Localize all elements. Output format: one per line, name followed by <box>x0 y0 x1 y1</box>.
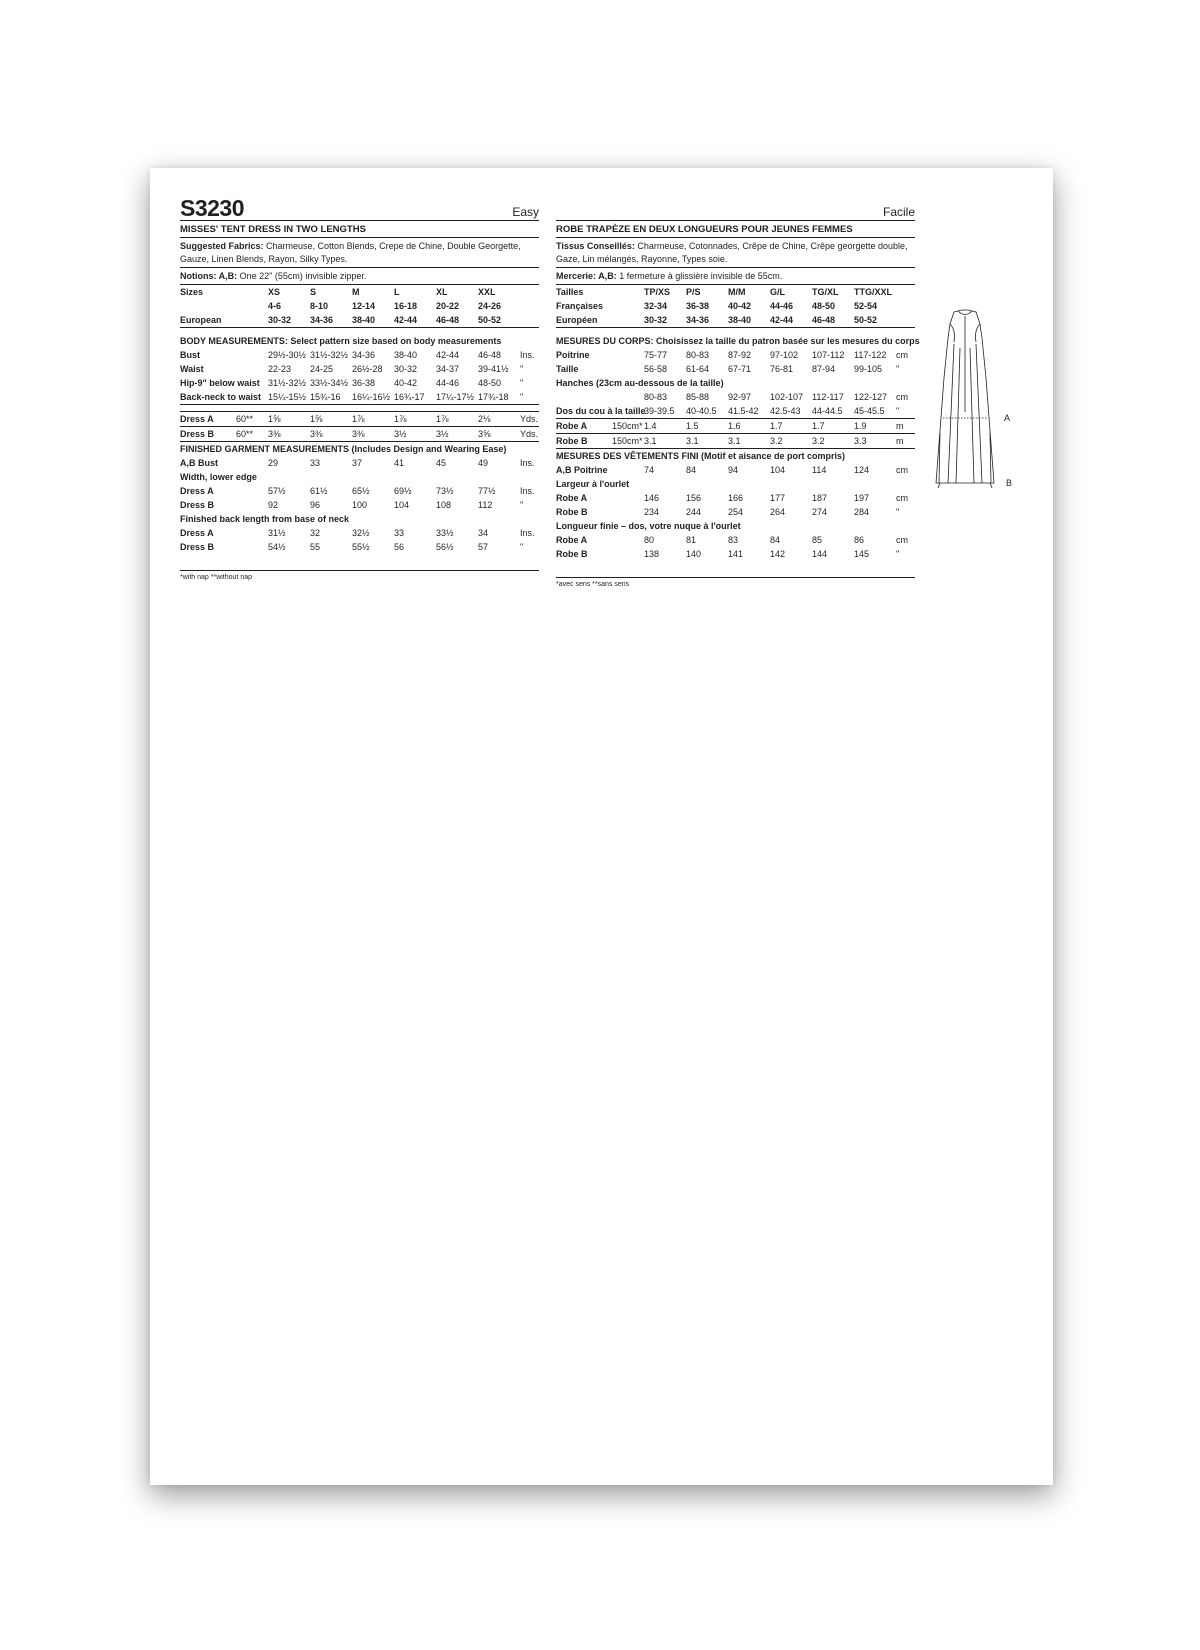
fr-finished-heading: MESURES DES VÊTEMENTS FINI (Motif et aisance de port compris) <box>556 451 846 461</box>
table-row: Dress A 31½ 32 32½ 33 33½ 34 Ins. <box>180 528 535 538</box>
en-sizes-row: Sizes XS S M L XL XXL <box>180 287 496 297</box>
dress-back-view-illustration <box>910 308 1020 488</box>
table-row: A,B Poitrine 74 84 94 104 114 124 cm <box>556 465 908 475</box>
english-column <box>180 195 539 586</box>
en-header <box>180 195 539 221</box>
en-finished-heading: FINISHED GARMENT MEASUREMENTS (Includes Design and Wearing Ease) <box>180 444 507 454</box>
fr-hip-heading: Hanches (23cm au-dessous de la taille) <box>556 378 724 388</box>
en-body-heading: BODY MEASUREMENTS: Select pattern size based on body measurements <box>180 336 502 346</box>
fr-notions: Mercerie: A,B: 1 fermeture à glissière invisible de 55cm. <box>556 268 915 285</box>
table-row: Bust 29½-30½ 31½-32½ 34-36 38-40 42-44 46-48 Ins. <box>180 350 535 360</box>
table-row: Robe A 80 81 83 84 85 86 cm <box>556 535 908 545</box>
fr-footnote: *avec sens **sans sens <box>556 577 915 593</box>
view-label-b: B <box>1006 478 1013 488</box>
table-row: Robe A 146 156 166 177 187 197 cm <box>556 493 908 503</box>
table-row: Dress B 92 96 100 104 108 112 " <box>180 500 524 510</box>
en-euro-sizes-row: European 30-32 34-36 38-40 42-44 46-48 50-52 <box>180 313 539 328</box>
en-fabrics: Suggested Fabrics: Charmeuse, Cotton Blends, Crepe de Chine, Double Georgette, Gauze, Linen Blends, Rayon, Silky Types. <box>180 238 539 268</box>
view-label-a: A <box>1004 413 1011 423</box>
table-row: Robe B 150cm* 3.1 3.1 3.1 3.2 3.2 3.3 m <box>556 434 915 449</box>
table-row: Back-neck to waist 15¼-15½ 15¾-16 16¼-16½ 16¾-17 17¼-17½ 17¾-18 " <box>180 390 539 405</box>
table-row: Dress A 60** 1⅝ 1⅝ 1⅞ 1⅞ 1⅞ 2⅛ Yds. <box>180 411 539 427</box>
en-us-sizes-row: 4-6 8-10 12-14 16-18 20-22 24-26 <box>268 301 502 311</box>
fr-fabrics: Tissus Conseillés: Charmeuse, Cotonnades, Crêpe de Chine, Crêpe georgette double, Gaze, Lin mélangés, Rayonne, Types soie. <box>556 238 915 268</box>
french-column <box>556 195 920 593</box>
fr-width-heading: Largeur à l'ourlet <box>556 479 630 489</box>
table-row: A,B Bust 29 33 37 41 45 49 Ins. <box>180 458 535 468</box>
fr-sizes-row: Tailles TP/XS P/S M/M G/L TG/XL TTG/XXL <box>556 287 892 297</box>
table-row: Dress A 57½ 61½ 65½ 69½ 73½ 77½ Ins. <box>180 486 535 496</box>
table-row: Poitrine 75-77 80-83 87-92 97-102 107-112 117-122 cm <box>556 350 908 360</box>
table-row: Robe B 138 140 141 142 144 145 " <box>556 549 900 559</box>
table-row: 80-83 85-88 92-97 102-107 112-117 122-127 cm <box>644 392 908 402</box>
en-length-heading: Finished back length from base of neck <box>180 514 350 524</box>
table-row: Dress B 54½ 55 55½ 56 56½ 57 " <box>180 542 524 552</box>
en-notions: Notions: A,B: One 22" (55cm) invisible zipper. <box>180 268 539 285</box>
fr-skill-level: Facile <box>882 205 915 219</box>
fr-title: ROBE TRAPÈZE EN DEUX LONGUEURS POUR JEUNES FEMMES <box>556 221 915 238</box>
table-row: Taille 56-58 61-64 67-71 76-81 87-94 99-105 " <box>556 364 900 374</box>
fr-french-sizes-row: Françaises 32-34 36-38 40-42 44-46 48-50 52-54 <box>556 301 878 311</box>
fr-body-heading: MESURES DU CORPS: Choisissez la taille du patron basée sur les mesures du corps <box>556 336 920 346</box>
table-row: Robe B 234 244 254 264 274 284 " <box>556 507 900 517</box>
table-row: Hip-9" below waist 31½-32½ 33½-34½ 36-38 40-42 44-46 48-50 " <box>180 378 524 388</box>
pattern-number: S3230 <box>180 195 245 221</box>
en-title: MISSES' TENT DRESS IN TWO LENGTHS <box>180 221 539 238</box>
fr-euro-sizes-row: Européen 30-32 34-36 38-40 42-44 46-48 50-52 <box>556 313 915 328</box>
fr-length-heading: Longueur finie – dos, votre nuque à l'ourlet <box>556 521 741 531</box>
en-width-heading: Width, lower edge <box>180 472 257 482</box>
skill-level: Easy <box>512 205 539 219</box>
table-row: Robe A 150cm* 1.4 1.5 1.6 1.7 1.7 1.9 m <box>556 419 915 434</box>
table-row: Waist 22-23 24-25 26½-28 30-32 34-37 39-41½ " <box>180 364 524 374</box>
pattern-envelope-back <box>150 168 1053 1485</box>
table-row: Dress B 60** 3⅜ 3⅜ 3⅜ 3½ 3½ 3⅝ Yds. <box>180 427 539 442</box>
table-row: Dos du cou à la taille 39-39.5 40-40.5 41.5-42 42.5-43 44-44.5 45-45.5 " <box>556 404 915 419</box>
fr-header <box>556 195 915 221</box>
en-footnote: *with nap **without nap <box>180 570 539 586</box>
